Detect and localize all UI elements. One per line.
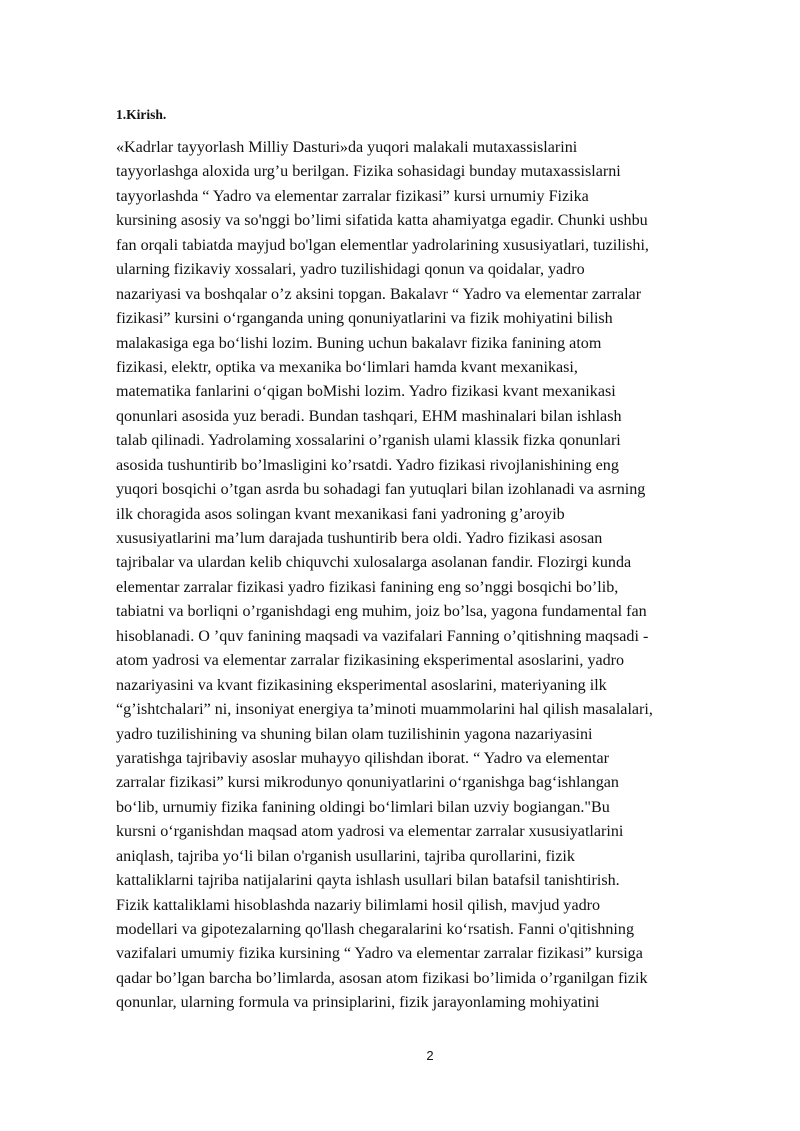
text-line: kursni o‘rganishdan maqsad atom yadrosi va elementar zarralar xususiyatlarini: [116, 823, 624, 841]
text-line: atom yadrosi va elementar zarralar fizikasining eksperimental asoslarini, yadro: [116, 652, 625, 670]
text-line: yadro tuzilishining va shuning bilan olam tuzilishinin yagona nazariyasini: [116, 725, 593, 743]
text-line: yuqori bosqichi o’tgan asrda bu sohadagi fan yutuqlari bilan izohlanadi va asrning: [116, 481, 646, 499]
text-line: talab qilinadi. Yadrolaming xossalarini o’rganish ulami klassik fizka qonunlari: [116, 432, 621, 450]
text-line: hisoblanadi. O ’quv fanining maqsadi va vazifalari Fanning o’qitishning maqsadi -: [116, 627, 649, 645]
text-line: tajribalar va ulardan kelib chiquvchi xulosalarga asolanan fandir. Flozirgi kunda: [116, 554, 632, 572]
text-line: aniqlash, tajriba yo‘li bilan o'rganish usullarini, tajriba qurollarini, fizik: [116, 847, 575, 865]
text-line: fizikasi, elektr, optika va mexanika bo‘limlari hamda kvant mexanikasi,: [116, 358, 578, 376]
text-line: qonunlar, ularning formula va prinsiplarini, fizik jarayonlaming mohiyatini: [116, 994, 600, 1012]
body-text: [116, 136, 746, 1016]
text-line: matematika fanlarini o‘qigan boMishi lozim. Yadro fizikasi kvant mexanikasi: [116, 383, 616, 401]
text-line: xususiyatlarini ma’lum darajada tushuntirib bera oldi. Yadro fizikasi asosan: [116, 530, 603, 547]
page-number: 2: [426, 1048, 434, 1063]
text-line: yaratishga tajribaviy asoslar muhayyo qilishdan iborat. “ Yadro va elementar: [116, 749, 609, 767]
text-line: ularning fizikaviy xossalari, yadro tuzilishidagi qonun va qoidalar, yadro: [116, 261, 585, 279]
text-line: tabiatni va borliqni o’rganishdagi eng muhim, joiz bo’lsa, yagona fundamental fan: [116, 603, 647, 621]
text-line: tayyorlashda “ Yadro va elementar zarralar fizikasi” kursi urnumiy Fizika: [116, 187, 589, 205]
section-heading: 1.Kirish.: [116, 107, 167, 122]
text-line: malakasiga ega bo‘lishi lozim. Buning uchun bakalavr fizika fanining atom: [116, 334, 602, 352]
text-line: nazariyasini va kvant fizikasining eksperimental asoslarini, materiyaning ilk: [116, 676, 607, 694]
text-line: asosida tushuntirib bo’lmasligini ko’rsatdi. Yadro fizikasi rivojlanishining eng: [116, 456, 619, 474]
text-line: bo‘lib, urnumiy fizika fanining oldingi bo‘limlari bilan uzviy bogiangan."Bu: [116, 798, 610, 816]
text-line: ilk choragida asos solingan kvant mexanikasi fani yadroning g’aroyib: [116, 505, 565, 523]
text-line: tayyorlashga aloxida urg’u berilgan. Fizika sohasidagi bunday mutaxassislarni: [116, 163, 621, 181]
text-line: fan orqali tabiatda mayjud bo'lgan elementlar yadrolarining xususiyatlari, tuzilishi,: [116, 236, 649, 254]
text-line: “g’ishtchalari” ni, insoniyat energiya ta’minoti muammolarini hal qilish masalalari,: [116, 701, 653, 719]
text-line: Fizik kattaliklami hisoblashda nazariy bilimlami hosil qilish, mavjud yadro: [116, 896, 601, 914]
text-line: modellari va gipotezalarning qo'llash chegaralarini ko‘rsatish. Fanni o'qitishning: [116, 921, 634, 938]
text-line: zarralar fizikasi” kursi mikrodunyo qonuniyatlarini o‘rganishga bag‘ishlangan: [116, 774, 619, 792]
text-line: qadar bo’lgan barcha bo’limlarda, asosan atom fizikasi bo’limida o’rganilgan fizik: [116, 969, 648, 987]
text-line: kattaliklarni tajriba natijalarini qayta ishlash usullari bilan batafsil tanishtirish.: [116, 872, 620, 890]
text-line: «Kadrlar tayyorlash Milliy Dasturi»da yuqori malakali mutaxassislarini: [116, 139, 578, 156]
text-line: vazifalari umumiy fizika kursining “ Yadro va elementar zarralar fizikasi” kursiga: [116, 945, 643, 963]
text-line: elementar zarralar fizikasi yadro fizikasi fanining eng so’nggi bosqichi bo’lib,: [116, 578, 619, 596]
text-line: qonunlari asosida yuz beradi. Bundan tashqari, EHM mashinalari bilan ishlash: [116, 407, 622, 425]
text-line: fizikasi” kursini o‘rganganda uning qonuniyatlarini va fizik mohiyatini bilish: [116, 310, 613, 328]
text-line: kursining asosiy va so'nggi bo’limi sifatida katta ahamiyatga egadir. Chunki ushbu: [116, 212, 648, 230]
text-line: nazariyasi va boshqalar o’z aksini topgan. Bakalavr “ Yadro va elementar zarralar: [116, 285, 642, 303]
